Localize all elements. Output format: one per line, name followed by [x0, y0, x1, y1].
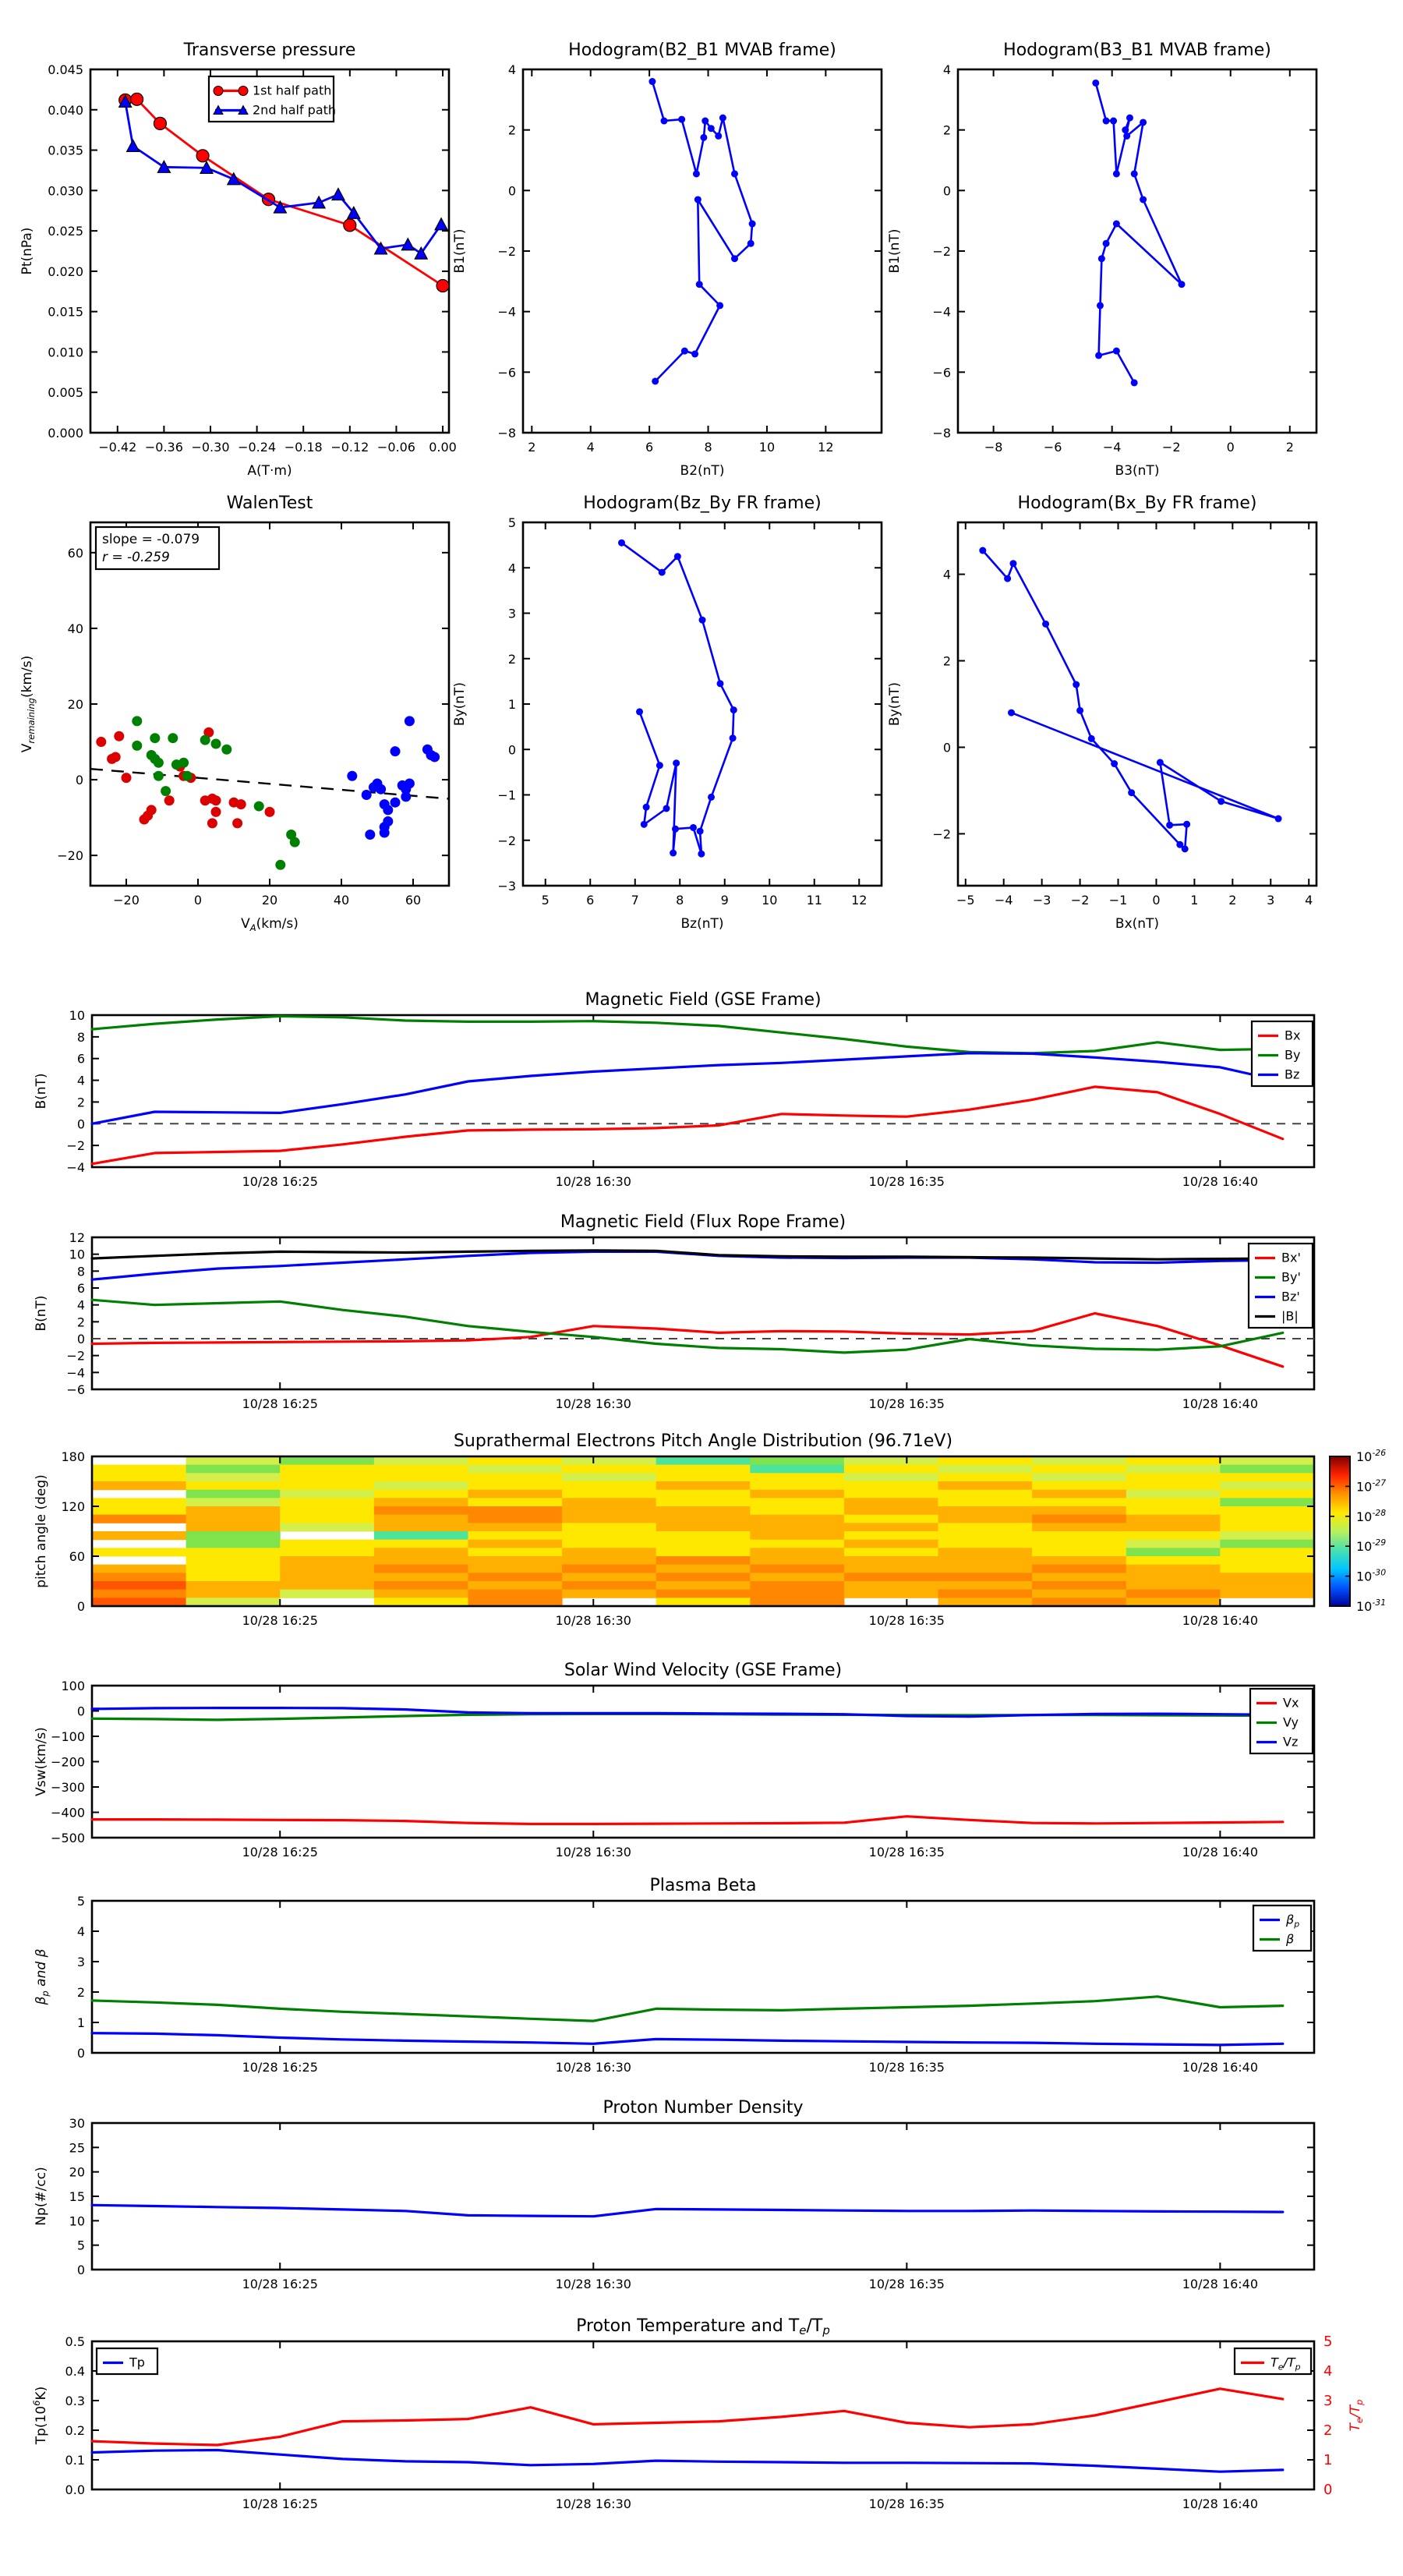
- svg-text:−20: −20: [113, 893, 140, 908]
- svg-text:−5: −5: [956, 893, 975, 908]
- svg-text:10/28 16:25: 10/28 16:25: [242, 1396, 318, 1411]
- svg-text:VA(km/s): $V_A(km/s)$: [241, 916, 299, 933]
- svg-text:7: 7: [631, 893, 639, 908]
- svg-text:2: 2: [76, 1985, 85, 2000]
- svg-text:0.020: 0.020: [48, 264, 83, 279]
- svg-text:β: β: [1286, 1931, 1295, 1947]
- svg-text:4: 4: [76, 1924, 85, 1939]
- svg-text:10: 10: [758, 440, 776, 455]
- svg-text:3: 3: [1267, 893, 1275, 908]
- svg-text:4: 4: [76, 1297, 85, 1313]
- svg-text:B(nT): B(nT): [34, 1073, 49, 1109]
- svg-text:Bx(nT): Bx(nT): [1115, 916, 1160, 932]
- svg-text:−6: −6: [66, 1382, 85, 1397]
- svg-text:60: 60: [405, 893, 422, 908]
- svg-text:Bx: Bx: [1285, 1028, 1301, 1043]
- svg-text:−0.30: −0.30: [191, 440, 230, 455]
- svg-text:0.040: 0.040: [48, 102, 83, 118]
- svg-text:4: 4: [1323, 2363, 1333, 2380]
- svg-text:10/28 16:25: 10/28 16:25: [242, 1613, 318, 1628]
- svg-text:slope = -0.079: slope = -0.079: [102, 532, 200, 547]
- svg-text:40: 40: [333, 893, 350, 908]
- svg-text:Magnetic Field (Flux Rope Fram: Magnetic Field (Flux Rope Frame): [560, 1212, 846, 1232]
- svg-text:2: 2: [1285, 440, 1294, 455]
- svg-text:0: 0: [1152, 893, 1161, 908]
- svg-text:10/28 16:30: 10/28 16:30: [555, 2060, 631, 2075]
- svg-text:0.5: 0.5: [65, 2334, 85, 2349]
- svg-text:−0.18: −0.18: [284, 440, 323, 455]
- svg-text:10/28 16:30: 10/28 16:30: [555, 1613, 631, 1628]
- svg-text:Vremaining(km/s): $V_{remaining}(km/s)$: [19, 655, 37, 753]
- svg-text:0.4: 0.4: [65, 2364, 85, 2379]
- svg-text:2: 2: [1323, 2422, 1333, 2439]
- legend: [97, 2348, 157, 2374]
- svg-text:Plasma Beta: Plasma Beta: [649, 1876, 757, 1895]
- svg-text:180: 180: [61, 1449, 85, 1464]
- svg-text:0.035: 0.035: [48, 143, 83, 158]
- svg-text:10-28: $10^{-28}$: [1356, 1507, 1387, 1524]
- svg-text:2nd half path: 2nd half path: [253, 102, 337, 118]
- svg-text:20: 20: [67, 697, 83, 712]
- legend: [1249, 1244, 1313, 1328]
- svg-text:0.000: 0.000: [48, 426, 83, 441]
- svg-text:2: 2: [76, 1315, 85, 1330]
- svg-text:Solar Wind Velocity (GSE Frame: Solar Wind Velocity (GSE Frame): [564, 1661, 843, 1680]
- svg-text:Suprathermal Electrons Pitch A: Suprathermal Electrons Pitch Angle Distribution (96.71eV): [453, 1431, 953, 1451]
- svg-text:1: 1: [1190, 893, 1199, 908]
- svg-text:Vy: Vy: [1283, 1714, 1299, 1730]
- svg-text:10/28 16:40: 10/28 16:40: [1182, 1613, 1259, 1628]
- svg-text:8: 8: [704, 440, 712, 455]
- svg-text:Magnetic Field (GSE Frame): Magnetic Field (GSE Frame): [585, 990, 822, 1010]
- svg-text:10/28 16:35: 10/28 16:35: [868, 1396, 945, 1411]
- svg-text:−500: −500: [51, 1831, 85, 1845]
- svg-text:10/28 16:25: 10/28 16:25: [242, 2277, 318, 2291]
- svg-text:−4: −4: [66, 1160, 85, 1175]
- svg-text:B1(nT): B1(nT): [887, 228, 903, 274]
- svg-text:Te/Tp: $T_e/T_p$: [1270, 2355, 1301, 2373]
- svg-text:0: 0: [1323, 2482, 1333, 2498]
- svg-text:10-27: $10^{-27}$: [1356, 1477, 1387, 1495]
- svg-text:0: 0: [76, 2046, 85, 2061]
- svg-text:2: 2: [76, 1095, 85, 1110]
- svg-text:Te/Tp: $T_e/T_p$: [1348, 2399, 1365, 2432]
- svg-text:5: 5: [541, 893, 550, 908]
- svg-text:3: 3: [1323, 2393, 1333, 2409]
- svg-text:0.3: 0.3: [65, 2394, 85, 2408]
- svg-text:−3: −3: [1032, 893, 1051, 908]
- svg-text:10-31: $10^{-31}$: [1356, 1598, 1387, 1614]
- svg-text:Bz(nT): Bz(nT): [680, 916, 724, 932]
- svg-text:r = -0.259: r = -0.259: [102, 550, 170, 565]
- legend: [1252, 1021, 1313, 1086]
- svg-text:B2(nT): B2(nT): [680, 463, 725, 479]
- svg-text:10/28 16:35: 10/28 16:35: [868, 2277, 945, 2291]
- svg-text:10: 10: [762, 893, 778, 908]
- svg-text:−4: −4: [66, 1365, 85, 1381]
- svg-text:10/28 16:25: 10/28 16:25: [242, 1845, 318, 1859]
- svg-text:6: 6: [76, 1281, 85, 1296]
- svg-text:−2: −2: [66, 1348, 85, 1364]
- svg-text:−6: −6: [932, 365, 951, 380]
- svg-text:By: By: [1285, 1047, 1301, 1063]
- svg-text:6: 6: [586, 893, 595, 908]
- svg-text:0: 0: [193, 893, 203, 908]
- svg-text:−100: −100: [51, 1729, 85, 1744]
- svg-text:3: 3: [76, 1955, 85, 1969]
- svg-text:−0.42: −0.42: [98, 440, 137, 455]
- svg-text:1: 1: [1323, 2452, 1333, 2468]
- svg-text:−4: −4: [1102, 440, 1122, 455]
- svg-text:−2: −2: [1161, 440, 1181, 455]
- svg-text:15: 15: [69, 2189, 85, 2204]
- svg-text:0.015: 0.015: [48, 304, 83, 320]
- legend: [1250, 1689, 1313, 1753]
- svg-text:Hodogram(B3_B1 MVAB frame): Hodogram(B3_B1 MVAB frame): [1003, 41, 1271, 60]
- svg-text:4: 4: [507, 561, 516, 576]
- svg-text:−2: −2: [1070, 893, 1090, 908]
- svg-text:10/28 16:40: 10/28 16:40: [1182, 1396, 1259, 1411]
- svg-text:−1: −1: [1108, 893, 1128, 908]
- svg-text:10/28 16:30: 10/28 16:30: [555, 2277, 631, 2291]
- svg-text:5: 5: [507, 515, 516, 530]
- svg-text:0.005: 0.005: [48, 385, 83, 401]
- svg-text:0: 0: [76, 1704, 85, 1719]
- svg-text:0: 0: [507, 742, 516, 758]
- svg-text:4: 4: [507, 62, 516, 77]
- svg-text:A(T·m): A(T·m): [247, 463, 292, 479]
- svg-text:−4: −4: [497, 304, 516, 320]
- svg-text:0: 0: [75, 773, 83, 788]
- svg-text:−8: −8: [932, 426, 951, 441]
- svg-text:11: 11: [806, 893, 822, 908]
- svg-text:Tp: Tp: [129, 2355, 145, 2370]
- svg-text:pitch angle (deg): pitch angle (deg): [34, 1474, 49, 1588]
- svg-text:5: 5: [76, 1894, 85, 1909]
- svg-text:−300: −300: [51, 1780, 85, 1795]
- svg-text:10/28 16:35: 10/28 16:35: [868, 1174, 945, 1189]
- svg-text:0.010: 0.010: [48, 345, 83, 360]
- svg-text:4: 4: [76, 1073, 85, 1088]
- svg-text:6: 6: [76, 1051, 85, 1067]
- svg-text:By(nT): By(nT): [452, 681, 468, 727]
- svg-text:0: 0: [507, 183, 516, 199]
- svg-text:B(nT): B(nT): [34, 1295, 49, 1332]
- svg-text:−2: −2: [932, 244, 951, 259]
- svg-text:8: 8: [76, 1029, 85, 1045]
- svg-text:B1(nT): B1(nT): [452, 228, 468, 274]
- svg-text:4: 4: [1305, 893, 1313, 908]
- svg-text:−8: −8: [497, 426, 516, 441]
- svg-text:Hodogram(Bx_By FR frame): Hodogram(Bx_By FR frame): [1017, 494, 1257, 513]
- svg-text:βp and β: $\beta_p$ and β: [34, 1948, 51, 2005]
- svg-text:60: 60: [69, 1549, 85, 1564]
- svg-text:−0.36: −0.36: [144, 440, 183, 455]
- svg-text:|B|: |B|: [1281, 1308, 1299, 1324]
- svg-text:10/28 16:40: 10/28 16:40: [1182, 1845, 1259, 1859]
- svg-text:−400: −400: [51, 1805, 85, 1821]
- svg-text:Vz: Vz: [1283, 1734, 1299, 1750]
- svg-text:12: 12: [69, 1230, 85, 1245]
- svg-text:Vx: Vx: [1283, 1695, 1299, 1711]
- svg-text:By(nT): By(nT): [887, 681, 903, 727]
- svg-text:10/28 16:40: 10/28 16:40: [1182, 2277, 1259, 2291]
- svg-text:10: 10: [69, 1247, 85, 1262]
- svg-text:0: 0: [942, 183, 951, 199]
- svg-text:120: 120: [61, 1499, 85, 1514]
- svg-text:−0.24: −0.24: [238, 440, 277, 455]
- svg-text:−200: −200: [51, 1754, 85, 1770]
- svg-text:10/28 16:40: 10/28 16:40: [1182, 2496, 1259, 2511]
- svg-text:5: 5: [76, 2238, 85, 2253]
- svg-text:−2: −2: [932, 826, 951, 842]
- svg-text:1: 1: [507, 697, 516, 712]
- svg-text:By': By': [1281, 1269, 1301, 1285]
- svg-text:0.0: 0.0: [65, 2482, 85, 2497]
- svg-text:−2: −2: [497, 833, 516, 848]
- svg-text:−8: −8: [984, 440, 1003, 455]
- svg-text:0.030: 0.030: [48, 183, 83, 199]
- svg-text:0: 0: [76, 1599, 85, 1614]
- svg-text:8: 8: [676, 893, 684, 908]
- svg-text:8: 8: [76, 1264, 85, 1279]
- svg-text:−4: −4: [932, 304, 951, 320]
- svg-text:Bx': Bx': [1281, 1250, 1301, 1265]
- svg-text:12: 12: [851, 893, 868, 908]
- svg-text:Bz': Bz': [1281, 1289, 1300, 1304]
- svg-text:−6: −6: [1043, 440, 1062, 455]
- svg-text:−2: −2: [66, 1138, 85, 1154]
- svg-text:10-29: $10^{-29}$: [1356, 1537, 1387, 1555]
- svg-text:1: 1: [76, 2015, 85, 2030]
- svg-text:20: 20: [69, 2164, 85, 2180]
- svg-text:10/28 16:35: 10/28 16:35: [868, 1613, 945, 1628]
- svg-text:B3(nT): B3(nT): [1115, 463, 1160, 479]
- svg-text:10: 10: [69, 1008, 85, 1023]
- svg-text:−20: −20: [57, 848, 83, 864]
- svg-text:0.1: 0.1: [65, 2453, 85, 2468]
- svg-text:10-26: $10^{-26}$: [1356, 1448, 1387, 1464]
- svg-text:3: 3: [507, 606, 516, 621]
- svg-text:4: 4: [942, 567, 951, 582]
- svg-text:Transverse pressure: Transverse pressure: [183, 41, 356, 60]
- svg-text:2: 2: [1228, 893, 1237, 908]
- svg-text:0: 0: [1226, 440, 1235, 455]
- svg-text:10/28 16:25: 10/28 16:25: [242, 1174, 318, 1189]
- svg-text:Proton Number Density: Proton Number Density: [603, 2098, 804, 2118]
- svg-text:−6: −6: [497, 365, 516, 380]
- svg-text:−3: −3: [497, 879, 516, 893]
- svg-text:0: 0: [942, 740, 951, 755]
- svg-text:Hodogram(B2_B1 MVAB frame): Hodogram(B2_B1 MVAB frame): [568, 41, 836, 60]
- svg-text:10/28 16:35: 10/28 16:35: [868, 1845, 945, 1859]
- svg-text:Hodogram(Bz_By FR frame): Hodogram(Bz_By FR frame): [583, 494, 822, 513]
- svg-text:10/28 16:30: 10/28 16:30: [555, 1174, 631, 1189]
- svg-text:10/28 16:30: 10/28 16:30: [555, 1845, 631, 1859]
- svg-text:10/28 16:25: 10/28 16:25: [242, 2496, 318, 2511]
- svg-text:−4: −4: [994, 893, 1013, 908]
- svg-text:6: 6: [645, 440, 654, 455]
- svg-text:Tp(106K): $Tp(10^6K)$: [31, 2386, 49, 2445]
- svg-text:10/28 16:40: 10/28 16:40: [1182, 2060, 1259, 2075]
- svg-text:10/28 16:25: 10/28 16:25: [242, 2060, 318, 2075]
- svg-text:Np(#/cc): Np(#/cc): [34, 2167, 49, 2226]
- svg-text:12: 12: [818, 440, 834, 455]
- svg-text:Pt(nPa): Pt(nPa): [19, 227, 35, 275]
- panel-pitch-angle: [34, 1431, 1386, 1628]
- svg-text:10/28 16:40: 10/28 16:40: [1182, 1174, 1259, 1189]
- svg-text:2: 2: [507, 122, 516, 138]
- svg-text:0.2: 0.2: [65, 2423, 85, 2438]
- svg-text:9: 9: [720, 893, 729, 908]
- svg-text:10/28 16:30: 10/28 16:30: [555, 2496, 631, 2511]
- svg-text:0.00: 0.00: [429, 440, 457, 455]
- svg-text:10/28 16:35: 10/28 16:35: [868, 2496, 945, 2511]
- svg-text:WalenTest: WalenTest: [226, 494, 313, 513]
- svg-text:Vsw(km/s): Vsw(km/s): [34, 1727, 49, 1796]
- svg-text:20: 20: [261, 893, 278, 908]
- svg-text:1st half path: 1st half path: [253, 83, 332, 98]
- svg-text:−0.06: −0.06: [376, 440, 415, 455]
- svg-text:0: 0: [76, 2263, 85, 2277]
- svg-text:−1: −1: [497, 787, 516, 803]
- svg-text:10/28 16:30: 10/28 16:30: [555, 1396, 631, 1411]
- svg-text:2: 2: [507, 651, 516, 667]
- svg-text:40: 40: [67, 621, 83, 636]
- svg-text:10: 10: [69, 2213, 85, 2229]
- svg-text:βp: $\beta_p$: [1286, 1912, 1300, 1930]
- svg-text:0.025: 0.025: [48, 224, 83, 239]
- svg-text:100: 100: [61, 1679, 85, 1693]
- svg-text:30: 30: [69, 2116, 85, 2131]
- svg-text:0.045: 0.045: [48, 62, 83, 77]
- svg-text:5: 5: [1323, 2334, 1333, 2350]
- legend: [1253, 1905, 1311, 1951]
- svg-text:60: 60: [67, 545, 83, 561]
- svg-text:Proton Temperature and Te/Tp: Proton Temperature and Te/Tp: [576, 2316, 830, 2337]
- svg-text:0: 0: [76, 1116, 85, 1132]
- svg-text:2: 2: [942, 122, 951, 138]
- svg-text:10-30: $10^{-30}$: [1356, 1567, 1387, 1584]
- svg-text:−0.12: −0.12: [330, 440, 369, 455]
- svg-text:−2: −2: [497, 244, 516, 259]
- svg-text:0: 0: [76, 1332, 85, 1346]
- svg-text:Bz: Bz: [1285, 1067, 1300, 1082]
- svg-text:4: 4: [942, 62, 951, 77]
- svg-text:25: 25: [69, 2140, 85, 2156]
- svg-text:2: 2: [942, 653, 951, 669]
- svg-text:4: 4: [586, 440, 595, 455]
- svg-text:2: 2: [528, 440, 536, 455]
- svg-text:10/28 16:35: 10/28 16:35: [868, 2060, 945, 2075]
- colorbar: [1330, 1456, 1350, 1606]
